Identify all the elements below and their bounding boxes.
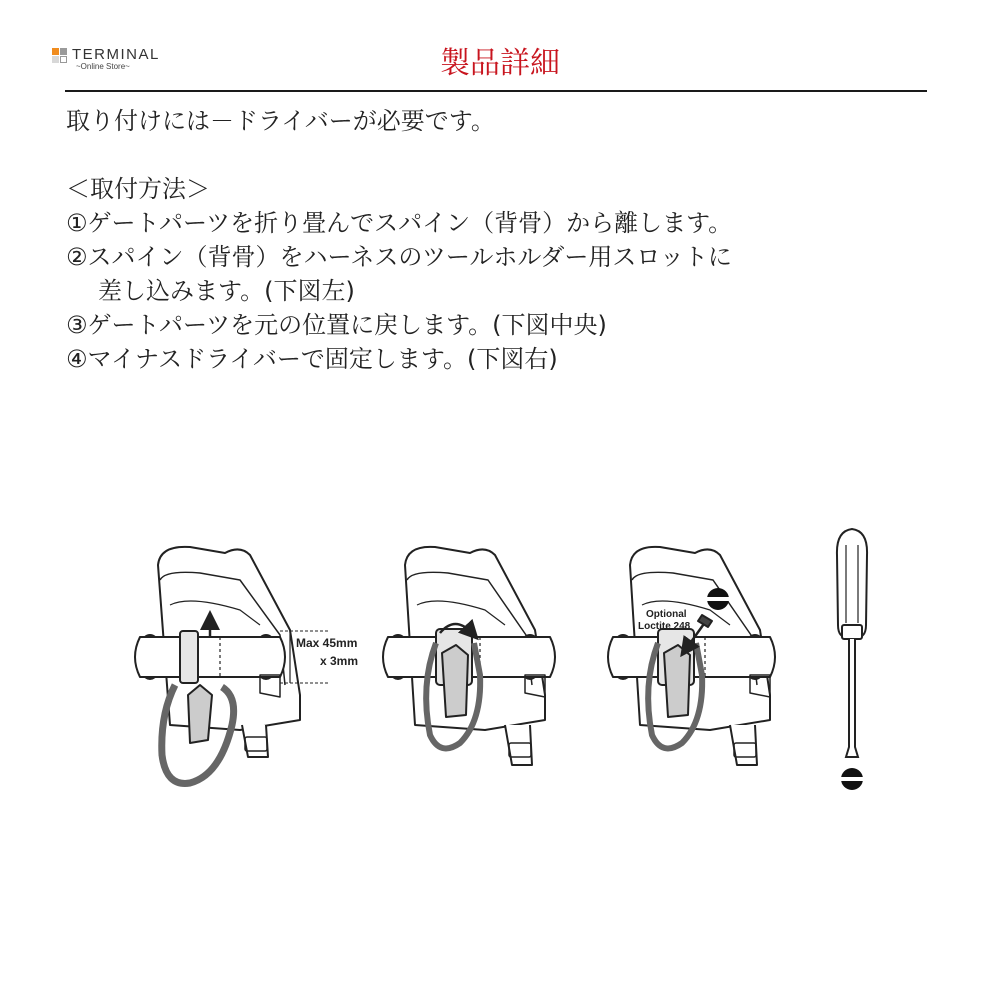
panel-right: [608, 547, 775, 765]
dimension-thickness-label: x 3mm: [320, 654, 359, 668]
logo-square-lightgrey: [52, 56, 59, 63]
optional-label: Optional: [646, 609, 687, 620]
store-logo[interactable]: [52, 48, 192, 78]
carabiner-gate: [188, 685, 212, 743]
spacer: [66, 138, 946, 172]
handle-collar: [842, 625, 862, 639]
flathead-icon: [841, 768, 863, 790]
screwdriver-shaft: [846, 639, 858, 757]
carabiner-gate: [442, 645, 468, 717]
logo-subtitle: ~Online Store~: [76, 62, 130, 71]
title-divider: [65, 90, 927, 92]
carabiner-gate: [664, 645, 690, 717]
step-2-continued: 差し込みます。(下図左): [98, 277, 355, 305]
method-heading: ＜取付方法＞: [66, 175, 210, 203]
intro-text: 取り付けには－ドライバーが必要です。: [66, 107, 495, 135]
webbing-strap: [135, 637, 285, 677]
logo-square-outline: [60, 56, 67, 63]
step-4: ④マイナスドライバーで固定します。(下図右): [66, 345, 558, 373]
logo-square-orange: [52, 48, 59, 55]
panel-left: [135, 547, 330, 784]
step-3: ③ゲートパーツを元の位置に戻します。(下図中央): [66, 311, 607, 339]
spine-clip: [180, 631, 198, 683]
installation-illustration: [130, 525, 890, 810]
screwdriver-icon: [837, 529, 867, 757]
instructions: [66, 104, 946, 376]
page-title: 製品詳細: [440, 46, 560, 81]
installation-diagram: [130, 525, 890, 810]
step-1: ①ゲートパーツを折り畳んでスパイン（背骨）から離します。: [66, 209, 733, 237]
step-2: ②スパイン（背骨）をハーネスのツールホルダー用スロットに: [66, 243, 732, 271]
leg-loop: [242, 725, 268, 757]
logo-square-grey: [60, 48, 67, 55]
screwdriver-handle: [837, 529, 867, 637]
flathead-icon: [707, 588, 729, 610]
logo-name: TERMINAL: [72, 46, 160, 63]
dimension-max-label: Max 45mm: [296, 636, 358, 650]
panel-middle: [383, 547, 555, 765]
loctite-label: Loctite 248: [638, 621, 691, 632]
